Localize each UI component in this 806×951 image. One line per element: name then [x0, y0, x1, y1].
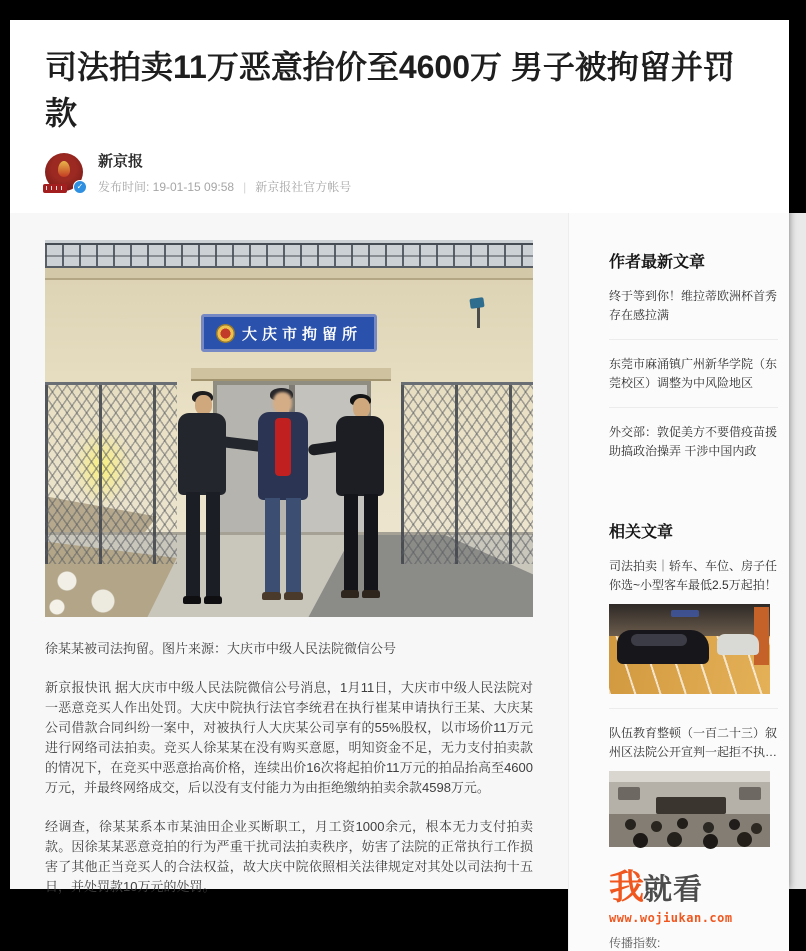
- courtroom-ceiling: [609, 771, 770, 782]
- latest-articles-heading: 作者最新文章: [609, 254, 706, 271]
- garage-sign: [671, 610, 699, 617]
- verified-badge-icon: ✓: [73, 180, 87, 194]
- latest-article-link-3[interactable]: 外交部：敦促美方不要借疫苗援助搞政治操弄 干涉中国内政: [609, 425, 778, 458]
- white-car: [717, 634, 759, 655]
- courtroom-bench: [656, 797, 726, 814]
- main-column: [10, 213, 568, 951]
- account-label: 新京报社官方帐号: [255, 180, 352, 194]
- courtroom-heads: [625, 819, 636, 830]
- avatar[interactable]: [45, 153, 85, 193]
- divider: [609, 407, 778, 408]
- author-meta: [98, 178, 351, 195]
- meta-divider: |: [243, 179, 247, 194]
- related-articles-heading: 相关文章: [609, 524, 674, 541]
- divider: [609, 339, 778, 340]
- flame-icon: [58, 161, 70, 177]
- related-thumb-parking-garage[interactable]: [609, 604, 770, 694]
- watermark-brand-first: 我: [609, 868, 644, 907]
- photo-fence-right: [401, 382, 533, 564]
- sign-text: 大庆市拘留所: [241, 325, 362, 343]
- author-texts: [98, 150, 351, 195]
- article-paragraph-2: 经调查，徐某某系本市某油田企业买断职工，月工资1000余元，根本无力支付拍卖款。因徐某某恶意竞拍的行为严重干扰司法拍卖秩序，妨害了法院的正常执行工作损害了其他正当竞买人的合法权益，故大庆中院依照相关法律规定对其处以司法拘十五日，并处罚款10万元的处罚。: [45, 819, 533, 894]
- watermark-url: www.wojiukan.com: [609, 911, 733, 925]
- photo-lamp-pole: [477, 306, 480, 328]
- avatar-ribbon: [43, 184, 67, 193]
- latest-article-link-1[interactable]: 终于等到你！维拉蒂欧洲杯首秀存在感拉满: [609, 289, 778, 322]
- photo-caption: 徐某某被司法拘留。图片来源：大庆市中级人民法院微信公号: [45, 641, 397, 656]
- article-photo-detention-center[interactable]: [45, 240, 533, 617]
- author-name[interactable]: 新京报: [98, 153, 144, 170]
- red-sweater: [275, 418, 291, 476]
- related-article-link-2[interactable]: 队伍教育整顿（一百二十三）叙州区法院公开宣判一起拒不执…: [609, 726, 778, 759]
- author-row: [45, 150, 754, 195]
- detention-center-sign: [201, 314, 377, 352]
- watermark-brand-rest: 就看: [643, 874, 704, 906]
- courtroom-panel: [618, 787, 640, 800]
- article-paragraph-1: 新京报快讯 据大庆市中级人民法院微信公号消息，1月11日，大庆市中级人民法院对一恶意竞买人作出处罚。大庆中院执行法官李统君在执行崔某申请执行王某、大庆某公司借款合同纠纷一案中，对被执行人大庆某公司享有的55%股权，以市场价11万元进行网络司法拍卖。竞买人徐某某在没有购买意愿，明知资金不足，无力支付拍卖款的情况下，在竞买中恶意抬高价格，连续出价16次将起拍价11万元的拍品抬高至4600万元，并最终网络成交，后以没有支付能力为由拒绝缴纳拍卖余款4598万元。: [45, 680, 533, 795]
- latest-article-link-2[interactable]: 东莞市麻涌镇广州新华学院（东莞校区）调整为中风险地区: [609, 357, 778, 390]
- divider: [609, 708, 778, 709]
- publish-time: 发布时间: 19-01-15 09:58: [98, 180, 235, 194]
- article-body: [10, 213, 789, 951]
- page-title: 司法拍卖11万恶意抬价至4600万 男子被拘留并罚款: [45, 49, 735, 131]
- photo-wall-coping: [45, 266, 533, 280]
- partial-bottom-text: 传播指数:: [609, 936, 661, 950]
- photo-lamp: [469, 297, 484, 309]
- article-header: [10, 20, 789, 213]
- photo-roof-railing: [45, 243, 533, 268]
- page-margin-strip: [789, 213, 806, 889]
- black-car: [617, 630, 709, 664]
- watermark-wojiukan: [609, 860, 778, 925]
- garage-pillar: [754, 607, 769, 665]
- photo-gate-lintel: [191, 368, 391, 381]
- article-card: [10, 20, 789, 950]
- related-thumb-courtroom[interactable]: [609, 771, 770, 847]
- sidebar: [568, 213, 789, 951]
- courtroom-panel: [739, 787, 761, 800]
- photo-fence-left: [45, 382, 177, 564]
- related-article-link-1[interactable]: 司法拍卖｜轿车、车位、房子任你选~小型客车最低2.5万起拍！: [609, 559, 778, 592]
- police-emblem-icon: [216, 324, 235, 343]
